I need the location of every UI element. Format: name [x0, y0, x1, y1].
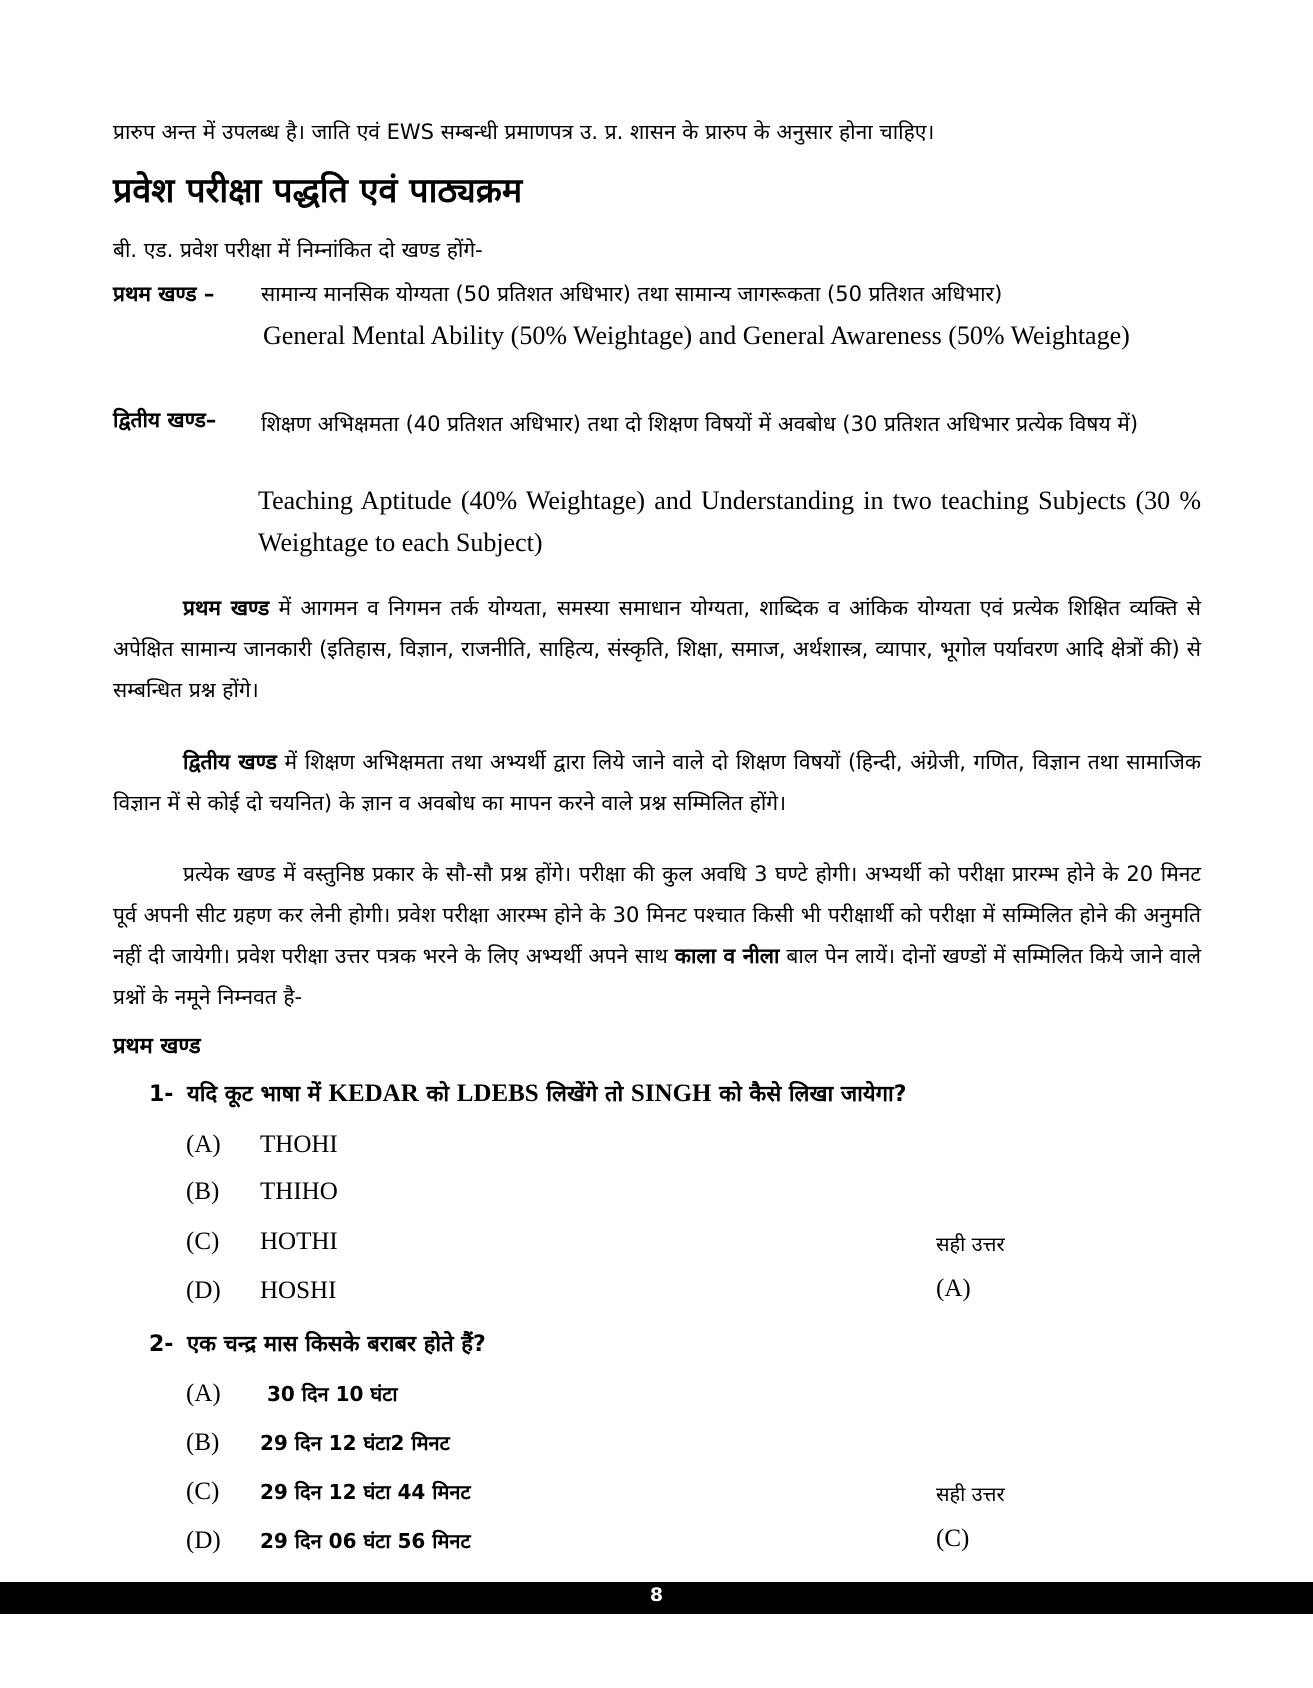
- page-title: प्रवेश परीक्षा पद्धति एवं पाठ्यक्रम: [113, 171, 523, 211]
- q2-answer: (C): [936, 1525, 970, 1552]
- q1-option-a: [186, 1129, 338, 1159]
- section-heading: प्रथम खण्ड: [113, 1034, 201, 1059]
- option-letter: (C): [186, 1478, 220, 1505]
- paragraph-khand2-bold: द्वितीय खण्ड: [183, 750, 277, 774]
- question-1-code-word: KEDAR: [328, 1080, 419, 1107]
- q2-option-b: [186, 1427, 450, 1457]
- question-1-code-word: SINGH: [630, 1080, 712, 1107]
- option-letter: (B): [186, 1178, 220, 1205]
- q2-option-d: [186, 1525, 471, 1555]
- paragraph-exam-rules-text-b: बाल पेन लायें। दोनों खण्डों में सम्मिलित किये जाने वाले प्रश्नों के नमूने निम्नवत है-: [113, 944, 1201, 1009]
- q2-answer-label: सही उत्तर: [936, 1482, 1005, 1506]
- question-2-number: 2-: [149, 1332, 174, 1357]
- question-2: [149, 1328, 486, 1358]
- paragraph-khand1-bold: प्रथम खण्ड: [183, 596, 270, 620]
- khand2-label: द्वितीय खण्ड–: [113, 408, 217, 432]
- paragraph-exam-rules: [113, 854, 1201, 1018]
- intro-line: प्रारुप अन्त में उपलब्ध है। जाति एवं EWS सम्बन्धी प्रमाणपत्र उ. प्र. शासन के प्रारुप के अनुसार होना चाहिए।: [113, 120, 935, 144]
- option-value: THOHI: [260, 1131, 338, 1158]
- option-letter: (A): [186, 1131, 221, 1158]
- option-value: 29 दिन 12 घंटा 44 मिनट: [260, 1480, 471, 1504]
- page-number: 8: [649, 1584, 664, 1606]
- option-letter: (C): [186, 1228, 220, 1255]
- q1-answer: (A): [936, 1275, 971, 1302]
- option-letter: (B): [186, 1429, 220, 1456]
- question-1-text: को: [418, 1082, 457, 1107]
- question-1: [149, 1078, 906, 1108]
- question-2-text: एक चन्द्र मास किसके बराबर होते हैं?: [187, 1332, 486, 1357]
- khand2-english: Teaching Aptitude (40% Weightage) and Understanding in two teaching Subjects (30 % Weightage to each Subject): [258, 486, 1201, 557]
- khand2-hindi: शिक्षण अभिक्षमता (40 प्रतिशत अधिभार) तथा दो शिक्षण विषयों में अवबोध (30 प्रतिशत अधिभार प्रत्येक विषय में): [261, 412, 1139, 436]
- option-value: HOTHI: [260, 1228, 338, 1255]
- question-1-text: को कैसे लिखा जायेगा?: [711, 1082, 907, 1107]
- q2-option-a: [186, 1378, 398, 1408]
- question-1-code-word: LDEBS: [456, 1080, 539, 1107]
- option-letter: (D): [186, 1527, 221, 1554]
- paragraph-khand1-text: में आगमन व निगमन तर्क योग्यता, समस्या समाधान योग्यता, शाब्दिक व आंकिक योग्यता एवं प्रत्येक शिक्षित व्यक्ति से अपेक्षित सामान्य जानकारी (इतिहास, विज्ञान, राजनीति, साहित्य, संस्कृति, शिक्षा, समाज, अर्थशास्त्र, व्यापार, भूगोल पर्यावरण आदि क्षेत्रों की) से सम्बन्धित प्रश्न होंगे।: [113, 596, 1201, 702]
- paragraph-exam-rules-text-a: प्रत्येक खण्ड में वस्तुनिष्ठ प्रकार के सौ-सौ प्रश्न होंगे। परीक्षा की कुल अवधि 3 घण्टे होगी। अभ्यर्थी को परीक्षा प्रारम्भ होने के 20 मिनट पूर्व अपनी सीट ग्रहण कर लेनी होगी। प्रवेश परीक्षा आरम्भ होने के 30 मिनट पश्चात किसी भी परीक्षार्थी को परीक्षा में सम्मिलित होने की अनुमति नहीं दी जायेगी। प्रवेश परीक्षा उत्तर पत्रक भरने के लिए अभ्यर्थी अपने साथ: [113, 862, 1201, 968]
- subtitle: बी. एड. प्रवेश परीक्षा में निम्नांकित दो खण्ड होंगे-: [113, 238, 483, 262]
- khand1-english: General Mental Ability (50% Weightage) and General Awareness (50% Weightage): [263, 321, 1130, 350]
- option-value: HOSHI: [260, 1277, 337, 1304]
- paragraph-khand2-text: में शिक्षण अभिक्षमता तथा अभ्यर्थी द्वारा लिये जाने वाले दो शिक्षण विषयों (हिन्दी, अंग्रेजी, गणित, विज्ञान तथा सामाजिक विज्ञान में से कोई दो चयनित) के ज्ञान व अवबोध का मापन करने वाले प्रश्न सम्मिलित होंगे।: [113, 750, 1201, 815]
- option-value: 29 दिन 06 घंटा 56 मिनट: [260, 1529, 471, 1553]
- option-letter: (D): [186, 1277, 221, 1304]
- paragraph-khand2: [113, 742, 1201, 824]
- option-value: 29 दिन 12 घंटा2 मिनट: [260, 1431, 450, 1455]
- question-1-number: 1-: [149, 1082, 174, 1107]
- q1-answer-label: सही उत्तर: [936, 1232, 1005, 1256]
- khand1-label: प्रथम खण्ड –: [113, 282, 215, 306]
- option-letter: (A): [186, 1380, 221, 1407]
- question-1-text: लिखेंगे तो: [538, 1082, 631, 1107]
- option-value: THIHO: [260, 1178, 338, 1205]
- q1-option-b: [186, 1176, 338, 1206]
- khand1-hindi: सामान्य मानसिक योग्यता (50 प्रतिशत अधिभार) तथा सामान्य जागरूकता (50 प्रतिशत अधिभार): [261, 282, 1003, 306]
- q2-option-c: [186, 1476, 471, 1506]
- q1-option-c: [186, 1226, 338, 1256]
- paragraph-khand1: [113, 588, 1201, 711]
- q1-option-d: [186, 1275, 336, 1305]
- question-1-text: यदि कूट भाषा में: [187, 1082, 329, 1107]
- option-value: 30 दिन 10 घंटा: [260, 1382, 398, 1406]
- paragraph-exam-rules-bold: काला व नीला: [674, 944, 780, 968]
